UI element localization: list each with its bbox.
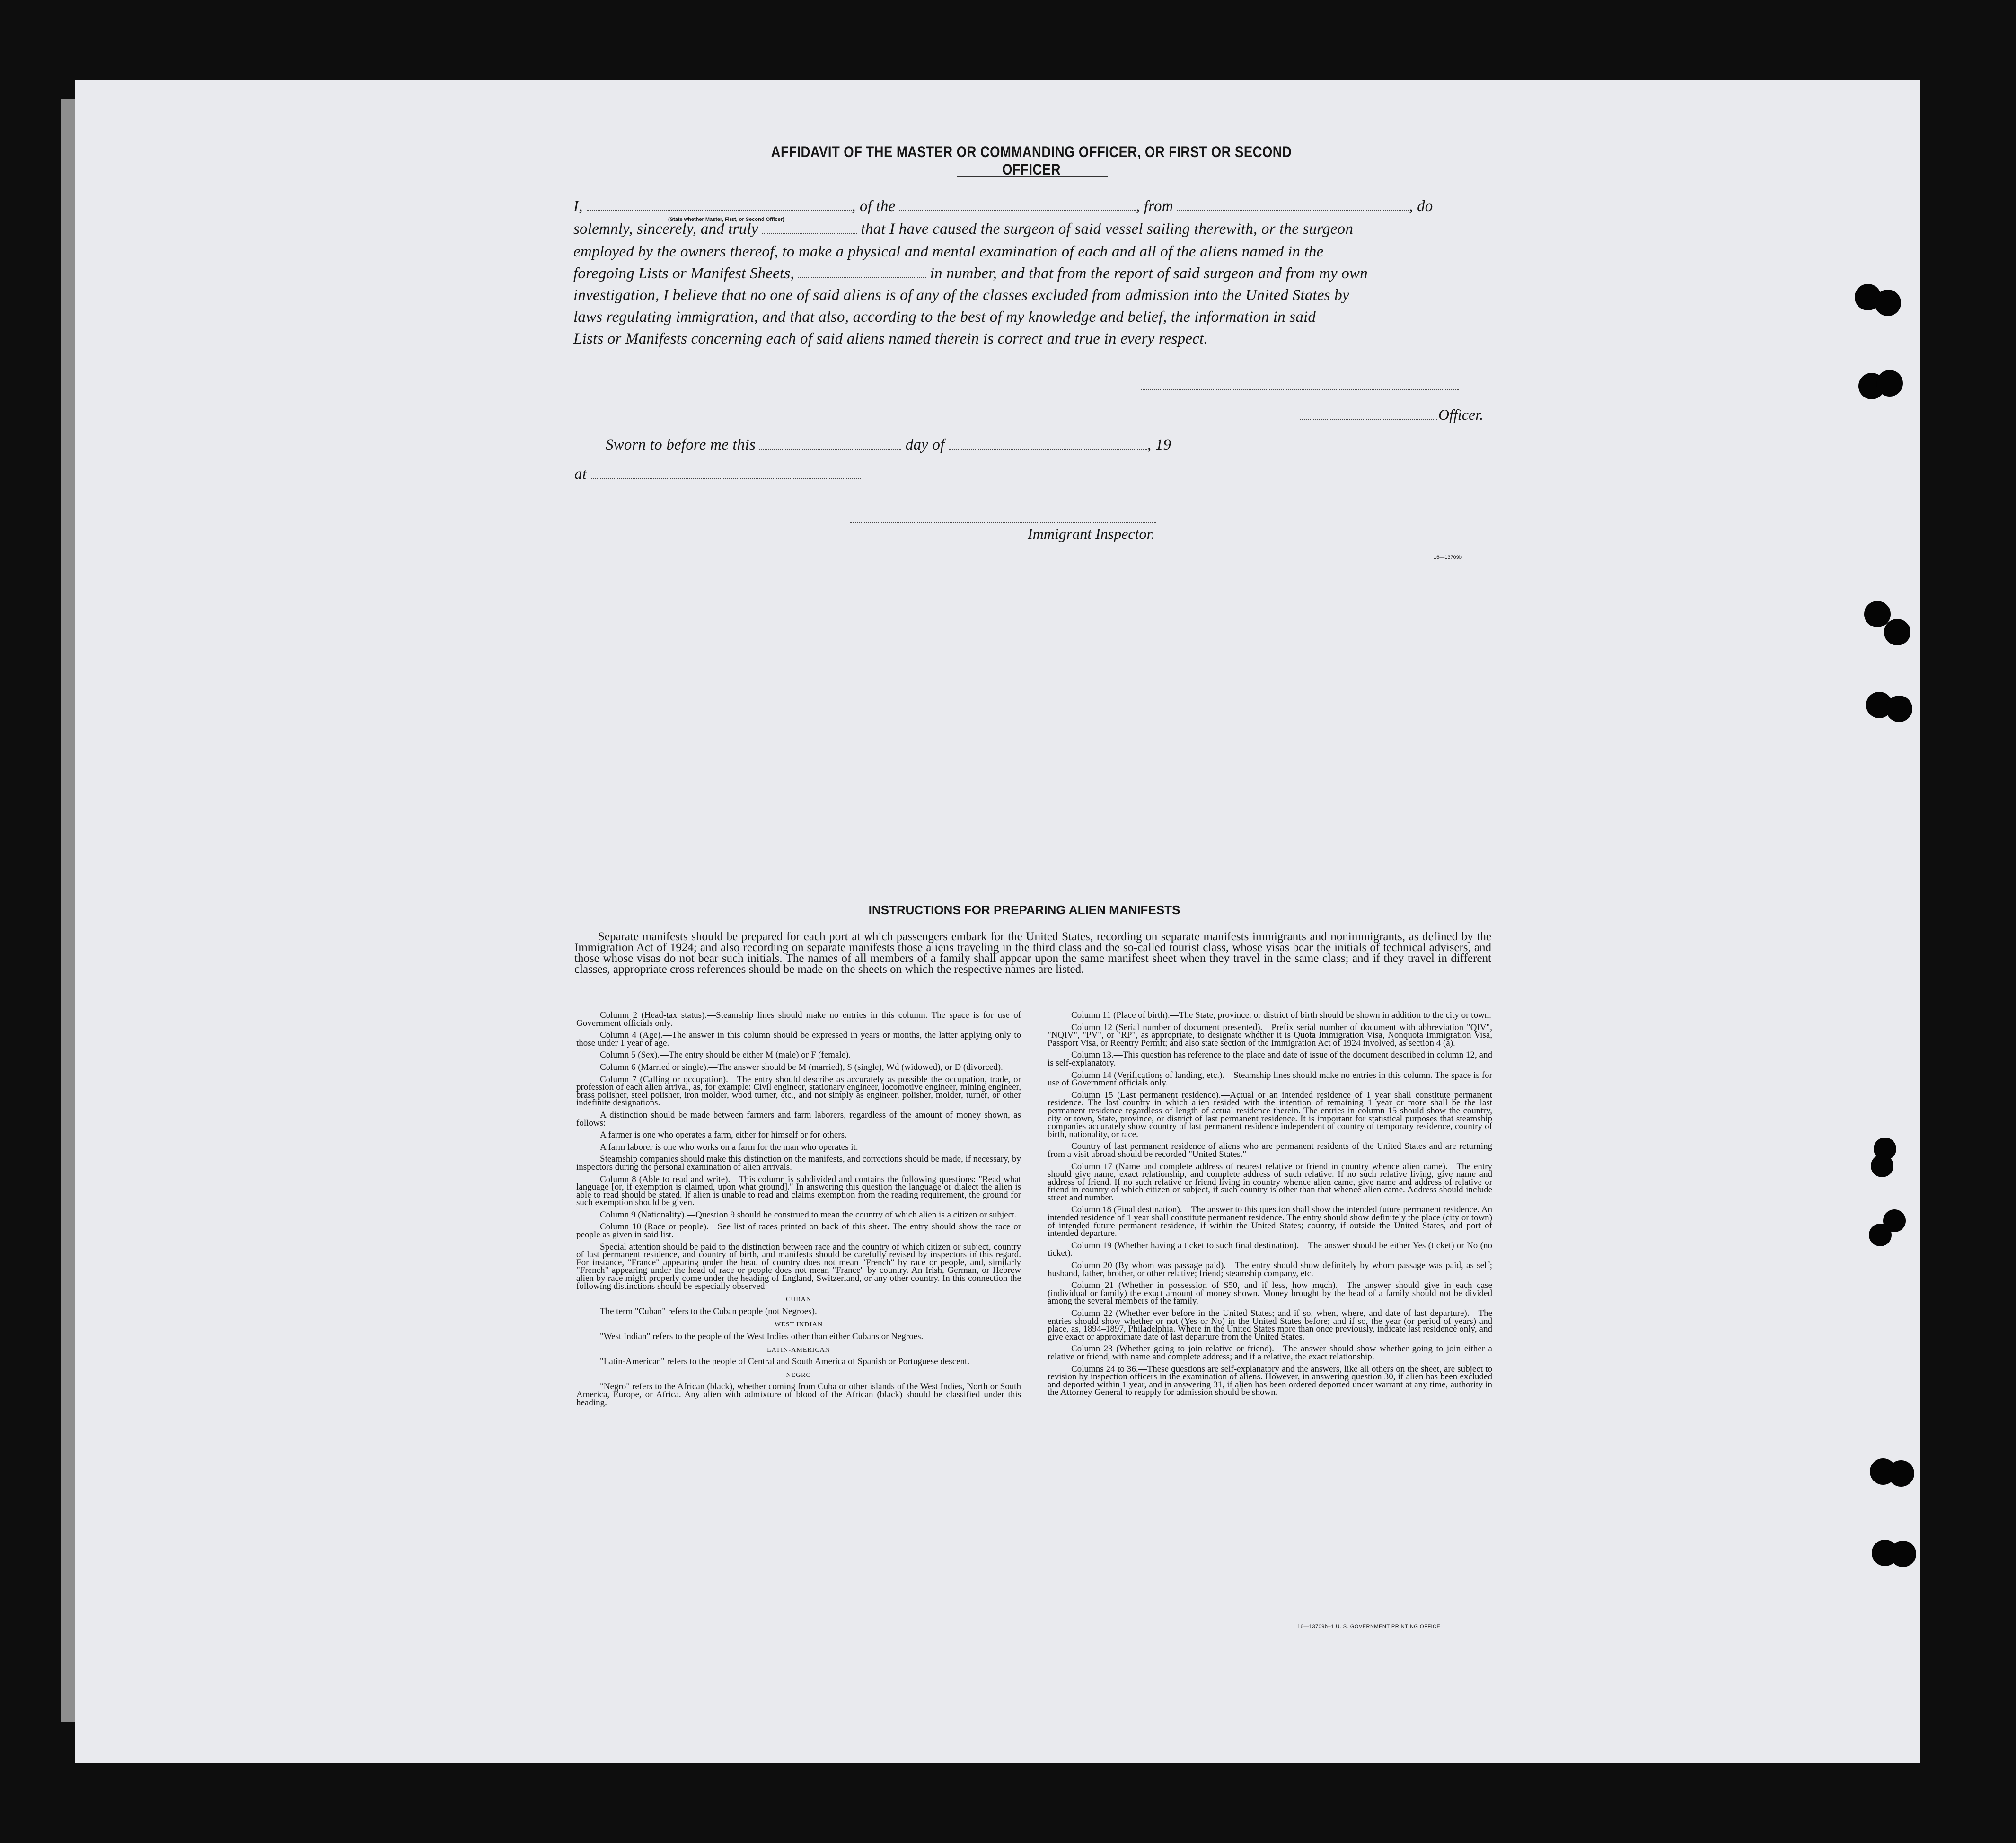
punch-hole — [1888, 1460, 1914, 1487]
instruction-paragraph: Column 18 (Final destination).—The answer to this question shall show the intended future permanent residence. An intended residence of 1 year shall constitute permanent residence. The entry should show definitely the place (city or town) of intended future permanent residence, if within the United States; country, if outside the United States, and port of intended departure. — [1048, 1205, 1492, 1239]
paper-edge-shadow — [61, 99, 75, 1722]
instruction-paragraph: Steamship companies should make this distinction on the manifests, and corrections should be made, if necessary, by inspectors during the personal examination of alien arrivals. — [576, 1154, 1021, 1172]
instruction-paragraph: Columns 24 to 36.—These questions are self-explanatory and the answers, like all others on the sheet, are subject to revision by inspection officers in the examination of aliens. However, in answering question 30, if alien has been excluded and deported within 1 year, and in answering 31, if alien has been ordered deported under warrant at any time, authority in the Attorney General to reapply for admission should be shown. — [1048, 1364, 1492, 1398]
day-of-text: day of — [905, 436, 945, 453]
officer-signature-line[interactable] — [1141, 389, 1459, 390]
instruction-paragraph: Special attention should be paid to the distinction between race and the country of which citizen or subject, country of last permanent residence, and country of birth, and manifests should be carefully revised by inspectors in this regard. For instance, "France" appearing under the head of country does not mean "French" by race or people, and, similarly "French" appearing under the head of race or people does not mean "France" by country. An Irish, German, or Hebrew alien by race might properly come under the heading of England, Switzerland, or any other country. In this connection the following distinctions should be especially observed: — [576, 1242, 1021, 1291]
instruction-paragraph: Column 21 (Whether in possession of $50, and if less, how much).—The answer should give in each case (individual or family) the exact amount of money shown. Money brought by the head of a family should not be divided among the several members of the family. — [1048, 1280, 1492, 1306]
officer-label: Officer. — [1438, 406, 1484, 423]
printer-code: 16—13709b–1 U. S. GOVERNMENT PRINTING OFFICE — [1297, 1624, 1441, 1630]
affidavit-line-4 — [573, 265, 1368, 282]
rank-note: (State whether Master, First, or Second Officer) — [668, 217, 784, 222]
manifest-sheets-text: foregoing Lists or Manifest Sheets, — [573, 265, 794, 282]
instruction-paragraph: Column 15 (Last permanent residence).—Actual or an intended residence of 1 year shall constitute permanent residence. The last country in which alien resided with the intention of remaining 1 year or more shall be the last permanent residence regardless of length of actual residence therein. The entries in column 15 should show the country, city or town, State, province, or district of last permanent residence. It is important for statistical purposes that steamship companies accurately show country of last permanent residence independent of country of temporary residence, country of birth, nationality, or race. — [1048, 1090, 1492, 1139]
i-label: I, — [573, 198, 583, 215]
do-label: , do — [1409, 198, 1433, 215]
instruction-paragraph: Column 12 (Serial number of document presented).—Prefix serial number of document with abbreviation "QIV", "NQIV", "PV", or "RP", as appropriate, to designate whether it is Quota Immigration Visa, Nonquota Immigration Visa, Passport Visa, or Reentry Permit; and also state section of the Immigration Act of 1924 involved, as section 4 (a). — [1048, 1022, 1492, 1048]
instructions-left-column — [576, 1012, 1021, 1411]
inspector-label: Immigrant Inspector. — [1028, 525, 1155, 542]
instruction-paragraph: A farmer is one who operates a farm, either for himself or for others. — [600, 1130, 847, 1140]
instruction-paragraph: A distinction should be made between farmers and farm laborers, regardless of the amount of money shown, as follows: — [576, 1110, 1021, 1128]
instruction-paragraph: Country of last permanent residence of aliens who are permanent residents of the United States and are returning from a visit abroad should be recorded "United States." — [1048, 1141, 1492, 1159]
punch-hole — [1875, 290, 1901, 316]
affidavit-line-7: Lists or Manifests concerning each of said aliens named therein is correct and true in every respect. — [573, 330, 1208, 347]
instruction-paragraph: Column 13.—This question has reference to the place and date of issue of the document described in column 12, and is self-explanatory. — [1048, 1050, 1492, 1068]
punch-hole — [1884, 619, 1910, 645]
instruction-paragraph: A farm laborer is one who works on a farm for the man who operates it. — [600, 1142, 858, 1152]
cuban-text: The term "Cuban" refers to the Cuban people (not Negroes). — [600, 1306, 817, 1316]
from-label: , from — [1136, 198, 1173, 215]
officer-title-line[interactable] — [1300, 419, 1437, 420]
instruction-paragraph: Column 4 (Age).—The answer in this column should be expressed in years or months, the latter applying only to those under 1 year of age. — [576, 1030, 1021, 1048]
instruction-paragraph: Column 9 (Nationality).—Question 9 should be construed to mean the country of which alien is a citizen or subject. — [600, 1209, 1017, 1220]
instruction-paragraph: Column 20 (By whom was passage paid).—The entry should show definitely by whom passage was paid, as self; husband, father, brother, or other relative; friend; steamship company, etc. — [1048, 1261, 1492, 1279]
instruction-paragraph: Column 23 (Whether going to join relative or friend).—The answer should show whether going to join either a relative or friend, with name and complete address; and if a relative, the exact relationship. — [1048, 1344, 1492, 1362]
title-divider — [957, 176, 1108, 177]
instruction-paragraph: Column 17 (Name and complete address of nearest relative or friend in country whence alien came).—The entry should give name, exact relationship, and complete address of such relative. If no such relative living, give name and address of friend. If no such relative or friend living in country whence alien came, give name and address of relative or friend in country of which citizen or subject, if such country is other than that whence alien came. Address should include street and number. — [1048, 1161, 1492, 1203]
sworn-day-blank[interactable] — [759, 448, 901, 450]
year-prefix-text: , 19 — [1147, 436, 1171, 453]
instruction-paragraph: Column 10 (Race or people).—See list of races printed on back of this sheet. The entry should show the race or people as given in said list. — [576, 1222, 1021, 1240]
punch-hole — [1871, 1155, 1893, 1177]
punch-hole — [1869, 1224, 1892, 1246]
punch-hole — [1890, 1541, 1916, 1567]
negro-heading: NEGRO — [786, 1371, 811, 1379]
sheet-count-blank[interactable] — [798, 277, 926, 278]
affidavit-title: AFFIDAVIT OF THE MASTER OR COMMANDING OFFICER, OR FIRST OR SECOND OFFICER — [771, 143, 1292, 178]
latin-american-heading: LATIN-AMERICAN — [767, 1346, 830, 1354]
instruction-paragraph: Column 6 (Married or single).—The answer should be M (married), S (single), Wd (widowed), or D (divorced). — [600, 1062, 1003, 1072]
instruction-paragraph: Column 2 (Head-tax status).—Steamship lines should make no entries in this column. The space is for use of Government officials only. — [576, 1010, 1021, 1028]
instruction-paragraph: Column 5 (Sex).—The entry should be either M (male) or F (female). — [600, 1050, 851, 1060]
instruction-paragraph: Column 8 (Able to read and write).—This column is subdivided and contains the following questions: "Read what language [or, if exemption is claimed, upon what ground]." In answering this question the language or dialect the alien is able to read should be stated. If alien is unable to read and claims exemption from the reading requirement, the ground for such exemption should be given. — [576, 1174, 1021, 1208]
sworn-line — [606, 436, 1171, 454]
cuban-heading: CUBAN — [785, 1296, 811, 1304]
in-number-text: in number, and that from the report of said surgeon and from my own — [930, 265, 1368, 282]
inspector-signature-line[interactable] — [850, 522, 1156, 523]
instructions-title: INSTRUCTIONS FOR PREPARING ALIEN MANIFESTS — [868, 903, 1180, 917]
of-the-label: , of the — [852, 198, 896, 215]
form-number: 16—13709b — [1434, 555, 1462, 560]
west-indian-text: "West Indian" refers to the people of the West Indies other than either Cubans or Negroes. — [600, 1332, 924, 1341]
instruction-paragraph: Column 14 (Verifications of landing, etc.).—Steamship lines should make no entries in this column. The space is for use of Government officials only. — [1048, 1070, 1492, 1088]
affidavit-line-3: employed by the owners thereof, to make a physical and mental examination of each and all of the aliens named in the — [573, 243, 1324, 260]
solemnly-text: solemnly, sincerely, and truly — [573, 220, 758, 238]
vessel-name-blank[interactable] — [899, 210, 1136, 211]
affidavit-line-1 — [573, 198, 1433, 215]
sworn-month-blank[interactable] — [949, 448, 1147, 450]
oath-blank[interactable] — [762, 232, 857, 234]
punch-hole — [1886, 696, 1912, 722]
at-label: at — [574, 466, 587, 483]
instructions-right-column — [1048, 1012, 1492, 1401]
at-line — [574, 466, 861, 483]
sworn-place-blank[interactable] — [591, 477, 861, 479]
officer-rank-blank[interactable] — [587, 210, 852, 211]
instructions-intro: Separate manifests should be prepared for each port at which passengers embark for the United States, recording on separate manifests immigrants and nonimmigrants, as defined by the Immigration Act of 1924; and also recording on separate manifests those aliens traveling in the third class and the so-called tourist class, whose visas bear the initials of technical advisers, and those whose visas do not bear such initials. The names of all members of a family shall appear upon the same manifest sheet when they travel in the same class; and if they travel in different classes, appropriate cross references should be made on the sheets on which the respective names are listed. — [574, 930, 1491, 976]
negro-text: "Negro" refers to the African (black), whether coming from Cuba or other islands of the West Indies, North or South America, Europe, or Africa. Any alien with admixture of blood of the African (black) should be classified under this heading. — [576, 1382, 1021, 1408]
instruction-paragraph: Column 19 (Whether having a ticket to such final destination).—The answer should be either Yes (ticket) or No (no ticket). — [1048, 1240, 1492, 1259]
instruction-paragraph: Column 11 (Place of birth).—The State, province, or district of birth should be shown in addition to the city or town. — [1071, 1010, 1491, 1020]
west-indian-heading: WEST INDIAN — [774, 1321, 823, 1329]
instruction-paragraph: Column 22 (Whether ever before in the United States; and if so, when, where, and date of last departure).—The entries should show whether or not (Yes or No) in the United States before; and if so, the year (or period of years) and place, as, 1894–1897, Philadelphia. Where in the United States more than once previously, indicate last residence only, and give exact or approximate date of last departure from the United States. — [1048, 1308, 1492, 1342]
latin-american-text: "Latin-American" refers to the people of Central and South America of Spanish or Portuguese descent. — [600, 1357, 970, 1367]
port-from-blank[interactable] — [1177, 210, 1409, 211]
affidavit-line-5: investigation, I believe that no one of said aliens is of any of the classes excluded from admission into the United States by — [573, 287, 1349, 304]
affidavit-line-6: laws regulating immigration, and that also, according to the best of my knowledge and belief, the information in said — [573, 309, 1316, 326]
punch-hole — [1876, 370, 1903, 397]
surgeon-text: that I have caused the surgeon of said vessel sailing therewith, or the surgeon — [861, 220, 1354, 238]
sworn-text: Sworn to before me this — [606, 436, 756, 453]
affidavit-line-2 — [573, 220, 1353, 238]
instruction-paragraph: Column 7 (Calling or occupation).—The entry should describe as accurately as possible the occupation, trade, or profession of each alien arrival, as, for example: Civil engineer, stationary engineer, locomotive engineer, mining engineer, brass polisher, steel polisher, iron molder, wood turner, etc., and not simply as engineer, polisher, molder, turner, or other indefinite designations. — [576, 1074, 1021, 1108]
